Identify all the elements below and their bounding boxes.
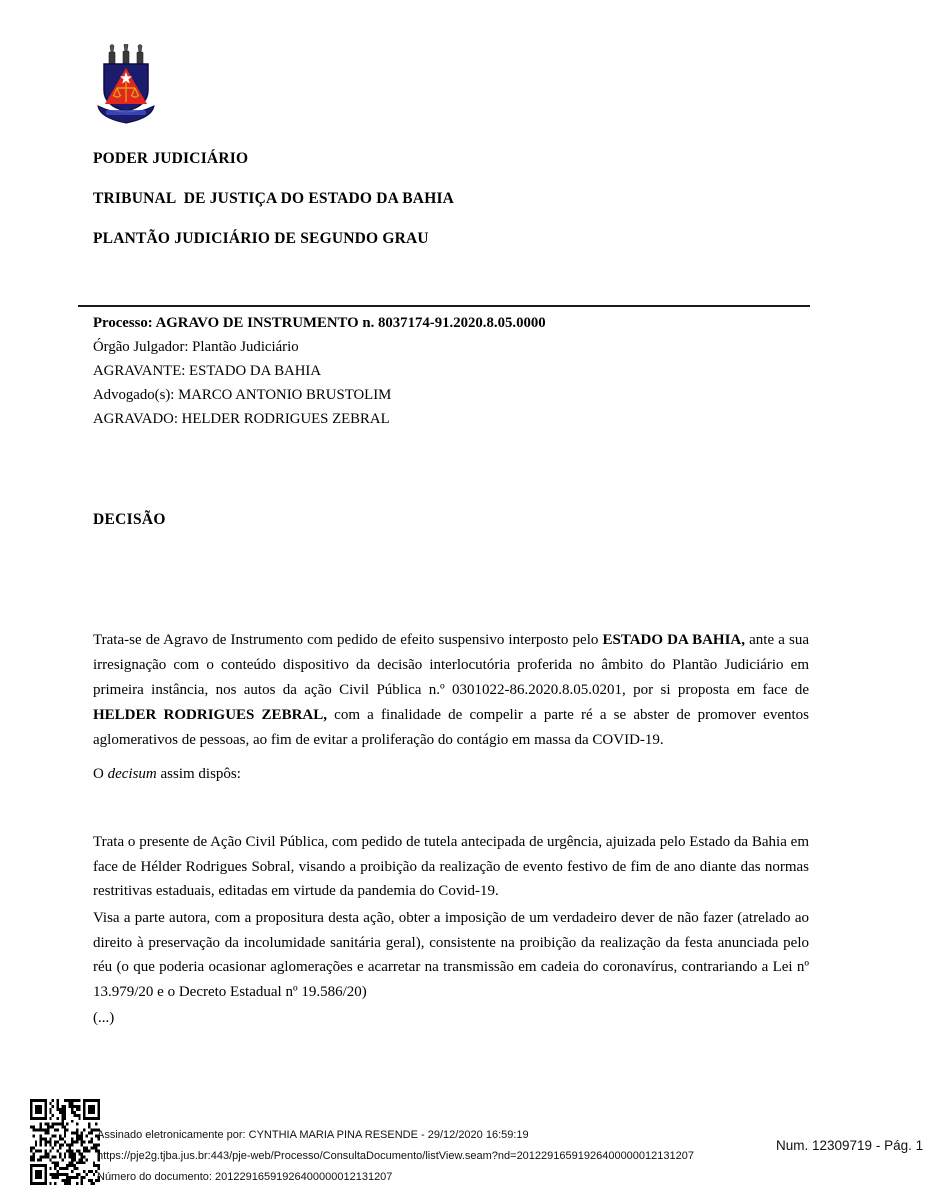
header-divider bbox=[78, 305, 810, 307]
signed-by-line: Assinado eletronicamente por: CYNTHIA MARIA PINA RESENDE - 29/12/2020 16:59:19 bbox=[97, 1129, 529, 1141]
header-poder-judiciario: PODER JUDICIÁRIO bbox=[93, 150, 249, 167]
agravado-line: AGRAVADO: HELDER RODRIGUES ZEBRAL bbox=[93, 411, 390, 427]
p1-text-1: Trata-se de Agravo de Instrumento com pedido de efeito suspensivo interposto pelo bbox=[93, 632, 603, 648]
decision-paragraph-1 bbox=[93, 628, 809, 753]
signature-footer bbox=[97, 1129, 694, 1192]
agravante-line: AGRAVANTE: ESTADO DA BAHIA bbox=[93, 363, 322, 379]
quoted-paragraph-1: Trata o presente de Ação Civil Pública, com pedido de tutela antecipada de urgência, ajuizada pelo Estado da Bahia em face de Hélder Rodrigues Sobral, visando a proibição da realização de evento festivo de fim de ano diante das normas restritivas estaduais, editadas em virtude da pandemia do Covid-19. bbox=[93, 834, 809, 899]
verification-url: https://pje2g.tjba.jus.br:443/pje-web/Processo/ConsultaDocumento/listView.seam?nd=20122916591926400000012131207 bbox=[97, 1150, 694, 1162]
document-number-line: Número do documento: 20122916591926400000012131207 bbox=[97, 1171, 393, 1183]
decisum-intro-line bbox=[93, 762, 809, 787]
qr-code bbox=[30, 1099, 100, 1185]
p1-bold-estado-da-bahia: ESTADO DA BAHIA, bbox=[602, 632, 746, 648]
quoted-paragraph-2: Visa a parte autora, com a propositura desta ação, obter a imposição de um verdadeiro dever de não fazer (atrelado ao direito à preservação da incolumidade sanitária geral), consistente na proibição da realização da festa anunciada pelo réu (o que poderia ocasionar aglomerações e acarretar na transmissão em cadeia do coronavírus, contrariando a Lei nº 13.979/20 e o Decreto Estadual nº 19.586/20) bbox=[93, 910, 809, 1000]
p2-italic-decisum: decisum bbox=[107, 766, 157, 782]
p1-bold-helder: HELDER RODRIGUES ZEBRAL, bbox=[93, 707, 327, 723]
advogado-line: Advogado(s): MARCO ANTONIO BRUSTOLIM bbox=[93, 387, 392, 403]
process-number-line: Processo: AGRAVO DE INSTRUMENTO n. 8037174-91.2020.8.05.0000 bbox=[93, 315, 546, 331]
page-number-ref: Num. 12309719 - Pág. 1 bbox=[776, 1138, 924, 1153]
process-info-block bbox=[93, 311, 546, 431]
ellipsis-marker: (...) bbox=[93, 1010, 115, 1026]
decision-heading: DECISÃO bbox=[93, 511, 166, 528]
p2-text-2: assim dispôs: bbox=[156, 766, 241, 782]
p1-text-2: ante a sua irresignação com o conteúdo dispositivo da decisão interlocutória proferida no âmbito do Plantão Judiciário em primeira instância, nos autos da ação Civil Pública n.º 0301022-86.2020.8.05.0201, por si proposta em face de bbox=[93, 632, 809, 698]
tjba-coat-of-arms-icon bbox=[94, 44, 158, 134]
p2-text-1: O bbox=[93, 766, 108, 782]
p1-text-3: com a finalidade de compelir a parte ré a se abster de promover eventos aglomerativos de pessoas, ao fim de evitar a proliferação do contágio em massa da COVID-19. bbox=[93, 707, 809, 748]
header-tribunal: TRIBUNAL DE JUSTIÇA DO ESTADO DA BAHIA bbox=[93, 190, 455, 207]
orgao-julgador-line: Órgão Julgador: Plantão Judiciário bbox=[93, 339, 299, 355]
document-header bbox=[93, 150, 454, 270]
header-plantao: PLANTÃO JUDICIÁRIO DE SEGUNDO GRAU bbox=[93, 230, 429, 247]
